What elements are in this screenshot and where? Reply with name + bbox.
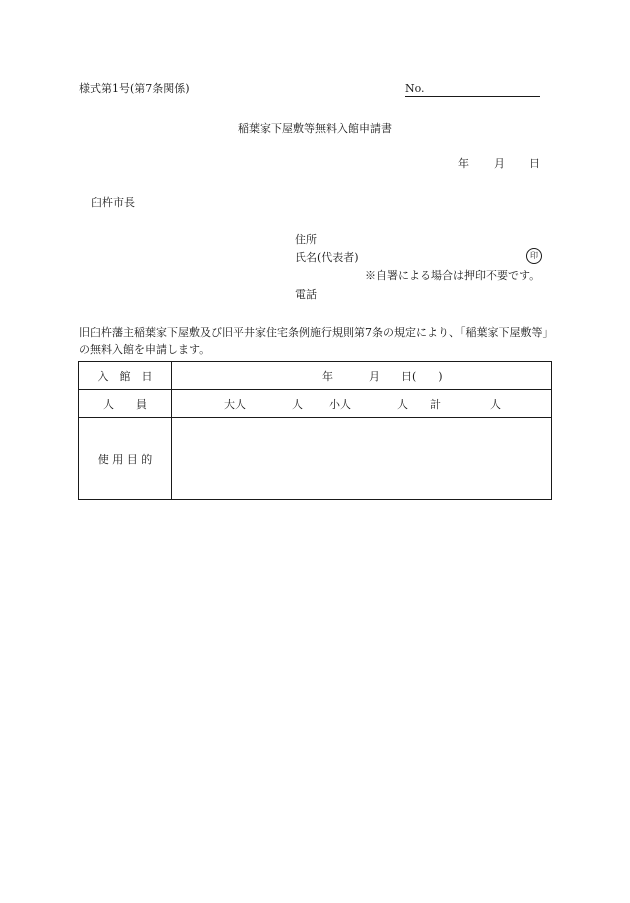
- document-number-field: No.: [405, 82, 540, 97]
- purpose-label: 使 用 目 的: [79, 418, 172, 500]
- seal-mark-icon: 印: [526, 248, 542, 264]
- visit-date-row: [79, 362, 552, 390]
- headcount-row: [79, 390, 552, 418]
- purpose-row: [79, 418, 552, 500]
- adult-unit: 人: [292, 397, 303, 411]
- headcount-label: 人 員: [79, 390, 172, 418]
- document-title: 稲葉家下屋敷等無料入館申請書: [238, 122, 392, 135]
- address-label: 住所: [295, 233, 317, 246]
- phone-label: 電話: [295, 288, 317, 301]
- total-unit: 人: [490, 397, 501, 411]
- visit-month-label: 月: [369, 369, 380, 383]
- date-day-label: 日: [529, 157, 540, 170]
- name-label: 氏名(代表者): [295, 251, 359, 264]
- total-label: 計: [430, 397, 441, 411]
- purpose-field: [172, 418, 552, 500]
- form-number: 様式第1号(第7条関係): [79, 82, 190, 95]
- visit-date-field: [172, 362, 552, 390]
- visit-day-label: 日( ): [401, 369, 443, 383]
- date-year-label: 年: [458, 157, 469, 170]
- child-unit: 人: [397, 397, 408, 411]
- date-month-label: 月: [494, 157, 505, 170]
- visit-date-label: 入 館 日: [79, 362, 172, 390]
- addressee: 臼杵市長: [91, 196, 135, 209]
- headcount-field: [172, 390, 552, 418]
- application-statement: 旧臼杵藩主稲葉家下屋敷及び旧平井家住宅条例施行規則第7条の規定により、「稲葉家下屋敷等」の無料入館を申請します。: [79, 326, 548, 356]
- adult-label: 大人: [224, 397, 246, 411]
- application-table: [78, 361, 552, 500]
- visit-year-label: 年: [322, 369, 333, 383]
- seal-note: ※自署による場合は押印不要です。: [365, 269, 541, 282]
- child-label: 小人: [329, 397, 351, 411]
